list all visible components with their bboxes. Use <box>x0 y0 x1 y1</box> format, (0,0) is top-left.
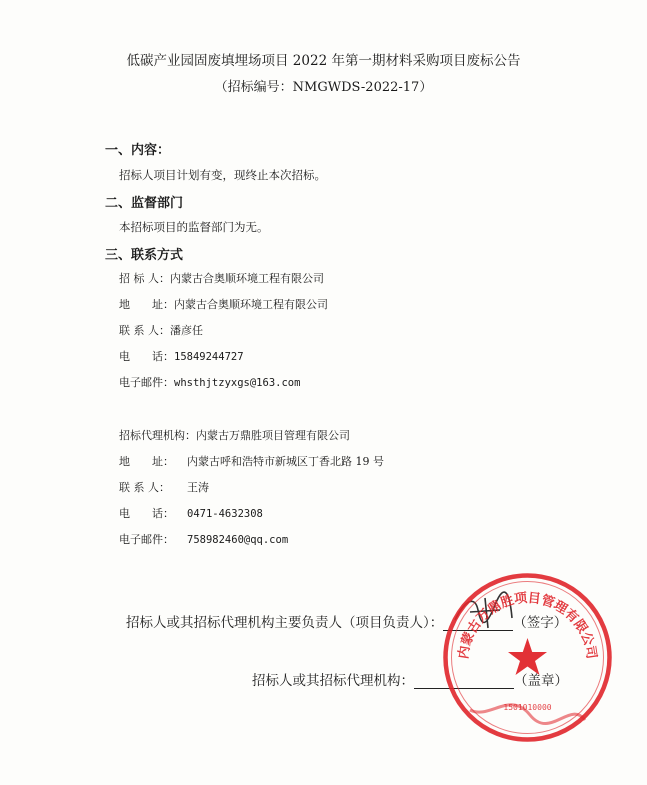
section-heading-contact: 三、联系方式 <box>105 248 184 263</box>
signature-label: 招标人或其招标代理机构主要负责人（项目负责人）： <box>126 615 444 631</box>
section-heading-content: 一、内容： <box>105 143 171 158</box>
seal-label: 招标人或其招标代理机构： <box>252 673 414 689</box>
star-icon <box>508 638 547 675</box>
agency-contact-label: 联 系 人： <box>119 481 170 494</box>
agency-address-value: 内蒙古呼和浩特市新城区丁香北路 19 号 <box>187 455 384 468</box>
tenderer-name-value: 内蒙古合奥顺环境工程有限公司 <box>170 272 324 285</box>
agency-email-label: 电子邮件： <box>119 533 174 546</box>
agency-contact-value: 王涛 <box>187 481 209 494</box>
signature-suffix: （签字） <box>513 615 568 631</box>
tenderer-phone-label: 电 话： <box>119 350 174 363</box>
tenderer-phone-value: 15849244727 <box>174 351 244 363</box>
tenderer-email-row <box>119 374 300 390</box>
tenderer-email-value: whsthjtzyxgs@163.com <box>174 377 301 389</box>
agency-phone-row <box>119 505 263 521</box>
agency-name-row <box>119 427 350 443</box>
tenderer-name-row <box>119 270 324 286</box>
tenderer-email-label: 电子邮件： <box>119 376 174 389</box>
tenderer-name-label: 招 标 人： <box>119 272 170 285</box>
seal-text: 内蒙古万鼎胜项目管理有限公司 <box>456 590 599 660</box>
agency-email-row <box>119 531 288 547</box>
section-heading-supervision: 二、监督部门 <box>105 196 184 211</box>
agency-address-row <box>119 453 384 469</box>
official-seal <box>440 570 615 745</box>
agency-name-value: 内蒙古万鼎胜项目管理有限公司 <box>196 429 350 442</box>
agency-name-label: 招标代理机构： <box>119 429 196 442</box>
document-title: 低碳产业园固废填埋场项目 2022 年第一期材料采购项目废标公告 <box>126 53 521 69</box>
tenderer-address-value: 内蒙古合奥顺环境工程有限公司 <box>174 298 328 311</box>
seal-suffix: （盖章） <box>514 673 568 689</box>
seal-code: 1501010000 <box>503 703 552 712</box>
section-supervision-text: 本招标项目的监督部门为无。 <box>119 220 269 234</box>
tenderer-address-label: 地 址： <box>119 298 174 311</box>
tender-number: （招标编号：NMGWDS-2022-17） <box>214 80 433 95</box>
agency-phone-value: 0471-4632308 <box>187 508 263 520</box>
tenderer-contact-row <box>119 322 203 338</box>
tenderer-contact-value: 潘彦任 <box>170 324 203 337</box>
section-content-text: 招标人项目计划有变，现终止本次招标。 <box>119 168 326 182</box>
tenderer-phone-row <box>119 348 244 364</box>
tenderer-address-row <box>119 296 328 312</box>
agency-address-label: 地 址： <box>119 455 174 468</box>
agency-email-value: 758982460@qq.com <box>187 534 289 546</box>
agency-phone-label: 电 话： <box>119 507 174 520</box>
agency-contact-row <box>119 479 209 495</box>
tenderer-contact-label: 联 系 人： <box>119 324 170 337</box>
